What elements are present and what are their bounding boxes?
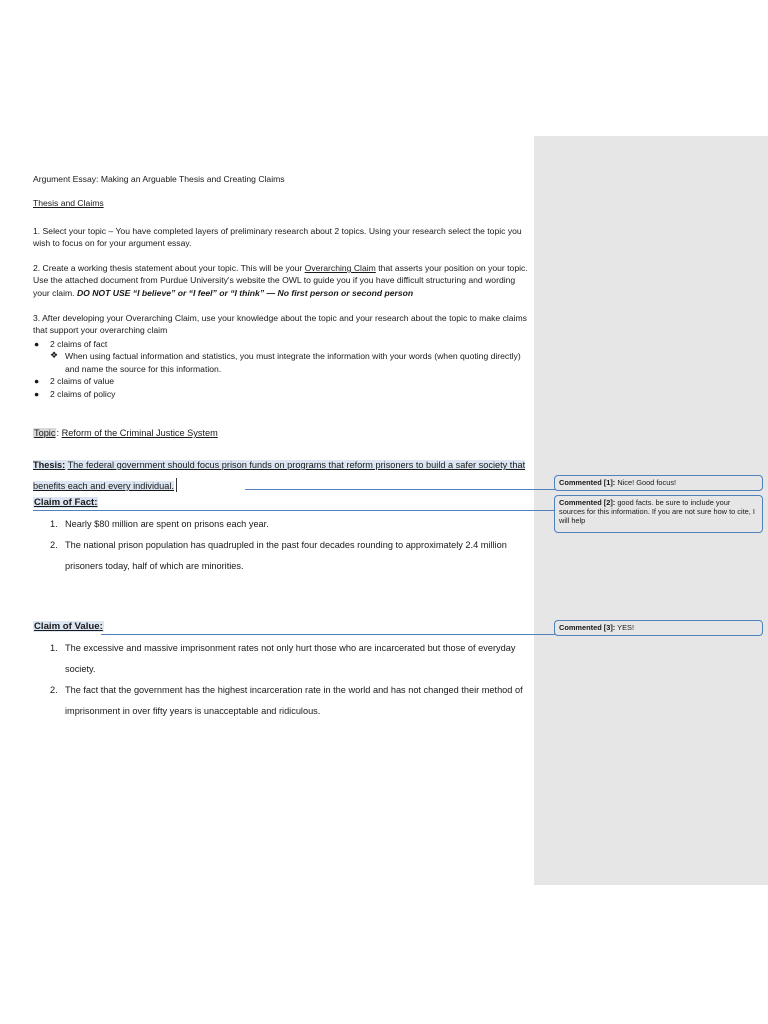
comment-label: Commented [2]: bbox=[559, 498, 616, 507]
overarching-claim-term: Overarching Claim bbox=[304, 263, 376, 273]
claim-text: The excessive and massive imprisonment rates not only hurt those who are incarcerated but those of everyday society. bbox=[65, 643, 516, 674]
topic-line: Topic: Reform of the Criminal Justice System bbox=[34, 428, 218, 438]
diamond-bullet-icon: ❖ bbox=[50, 350, 59, 361]
list-item bbox=[33, 375, 533, 387]
claims-bullet-list bbox=[33, 338, 533, 400]
thesis-text: The federal government should focus prison funds on programs that reform prisoners to build a safer society that benefits each and every individual. bbox=[33, 460, 526, 491]
comment-label: Commented [1]: bbox=[559, 478, 616, 487]
list-item bbox=[33, 388, 533, 400]
claim-of-fact-heading[interactable]: Claim of Fact: bbox=[34, 497, 98, 508]
bullet-icon: ● bbox=[34, 339, 40, 349]
paragraph-2-text-start: 2. Create a working thesis statement about your topic. This will be your bbox=[33, 263, 305, 273]
text-cursor bbox=[176, 478, 177, 492]
comment-balloon-1[interactable] bbox=[554, 475, 763, 491]
list-item: 2. The national prison population has quadrupled in the past four decades rounding to approximately 2.4 million prisoners today, half of which are minorities. bbox=[50, 540, 507, 571]
thesis-paragraph[interactable] bbox=[33, 455, 528, 497]
paragraph-2-emphasis: DO NOT USE “I believe” or “I feel” or “I think” — No first person or second person bbox=[76, 287, 414, 298]
claims-of-fact-list bbox=[33, 514, 533, 577]
topic-value: Reform of the Criminal Justice System bbox=[61, 428, 218, 438]
topic-label: Topic bbox=[34, 428, 56, 438]
paragraph-2-text-mid: that asserts your position on your topic. Use the attached document from Purdue University's website the OWL to guide you if you have difficult structuring and wording your claim. bbox=[33, 263, 528, 298]
list-item bbox=[33, 338, 533, 350]
comment-text: Nice! Good focus! bbox=[615, 478, 677, 487]
instruction-paragraph-1: 1. Select your topic – You have completed layers of preliminary research about 2 topics. Using your research select the topic you wish to focus on for your argument essay. bbox=[33, 226, 522, 249]
claims-of-value-list bbox=[33, 638, 533, 722]
bullet-icon: ● bbox=[34, 376, 40, 387]
instruction-paragraph-3: 3. After developing your Overarching Claim, use your knowledge about the topic and your research about the topic to make claims that support your overarching claim bbox=[33, 313, 527, 336]
comment-connector-line bbox=[33, 510, 555, 511]
list-item: 2. The fact that the government has the highest incarceration rate in the world and has not changed their method of imprisonment in over fifty years is unacceptable and ridiculous. bbox=[50, 685, 523, 716]
bullet-icon: ● bbox=[34, 388, 40, 399]
comment-text: YES! bbox=[615, 623, 635, 632]
document-title: Argument Essay: Making an Arguable Thesis and Creating Claims bbox=[33, 174, 285, 184]
claim-of-value-heading[interactable]: Claim of Value: bbox=[34, 621, 103, 632]
comment-text: good facts. be sure to include your sources for this information. If you are not sure how to cite, I will help bbox=[559, 498, 755, 526]
section-heading: Thesis and Claims bbox=[33, 198, 104, 208]
sub-list-item bbox=[33, 350, 533, 375]
bullet-text: 2 claims of value bbox=[50, 376, 115, 387]
comment-label: Commented [3]: bbox=[559, 623, 616, 632]
comment-balloon-2[interactable] bbox=[554, 495, 763, 533]
claim-text: The fact that the government has the highest incarceration rate in the world and has not changed their method of imprisonment in over fifty years is unacceptable and ridiculous. bbox=[65, 685, 523, 716]
sub-bullet-text: When using factual information and statistics, you must integrate the information with your words (when quoting directly) and name the source for this information. bbox=[65, 351, 521, 374]
instruction-paragraph-2 bbox=[33, 262, 533, 299]
comment-balloon-3[interactable] bbox=[554, 620, 763, 636]
claim-text: Nearly $80 million are spent on prisons each year. bbox=[65, 519, 269, 529]
comment-connector-line bbox=[101, 634, 555, 635]
claim-text: The national prison population has quadrupled in the past four decades rounding to approximately 2.4 million prisoners today, half of which are minorities. bbox=[65, 540, 507, 571]
comment-connector-line bbox=[245, 489, 555, 490]
bullet-text: 2 claims of policy bbox=[50, 388, 116, 399]
list-item: 1. Nearly $80 million are spent on prisons each year. bbox=[50, 519, 269, 529]
list-item: 1. The excessive and massive imprisonment rates not only hurt those who are incarcerated but those of everyday society. bbox=[50, 643, 516, 674]
thesis-label: Thesis: bbox=[33, 460, 66, 470]
bullet-text: 2 claims of fact bbox=[50, 339, 108, 349]
